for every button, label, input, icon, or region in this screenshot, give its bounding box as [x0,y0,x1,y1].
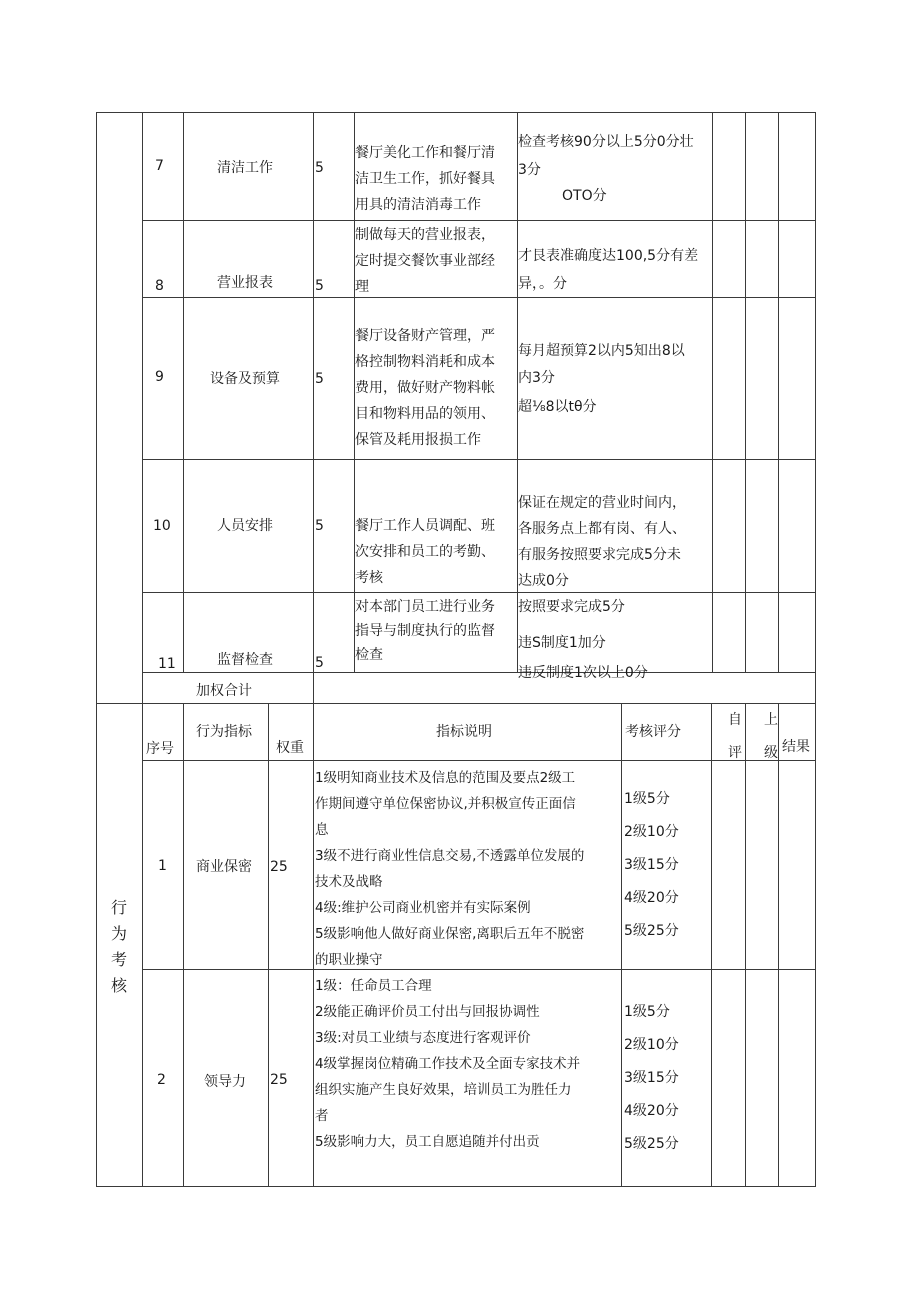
col-divider [183,703,184,1187]
item-name: 领导力 [204,1074,246,1090]
item-description: 餐厅工作人员调配、班 次安排和员工的考勤、 考核 [355,518,495,586]
item-description: 1级明知商业技术及信息的范围及要点2级工 作期间遵守单位保密协议,并积极宣传正面信 息 3级不进行商业性信息交易,不透露单位发展的 技术及战略 4级:维护公司商业机密并有实际案例 5级影响他人做好商业保密,离职后五年不脱密 的职业操守 [315,770,585,968]
item-score: 每月超预算2以内5知出8以 [518,343,685,359]
weighted-total-label: 加权合计 [196,683,252,699]
row-divider [142,459,816,460]
item-score: 异，。分 [518,276,567,292]
table-border-left [96,112,97,1187]
header-self: 自 [728,712,742,728]
row-11-clip [143,593,712,681]
header-no: 序号 [146,741,174,757]
col-divider [712,112,713,673]
row-number: 2 [157,1072,166,1088]
item-weight: 25 [270,859,288,875]
header-superior: 上 [764,712,778,728]
col-divider [778,703,779,1187]
item-score: OTO分 [562,188,607,204]
header-result: 结果 [782,739,810,755]
col-divider [711,703,712,1187]
item-score-block: 1级5分 2级10分 3级15分 4级20分 5级25分 [624,1004,679,1152]
col-divider [268,703,269,1187]
item-name: 设备及预算 [210,371,280,387]
item-description: 对本部门员工进行业务 指导与制度执行的监督 检查 [355,599,495,663]
col-divider [621,703,622,1187]
row-number: 8 [155,278,164,294]
header-weight: 权重 [276,740,304,756]
item-score: 违反制度1次以上0分 [518,665,648,681]
section-divider [96,703,816,704]
item-description: 餐厅美化工作和餐厅清 洁卫生工作，抓好餐具 用具的清洁消毒工作 [355,145,495,213]
col-divider [778,112,779,673]
section-label: 行 为 考 核 [110,898,127,995]
item-name: 监督检查 [217,652,273,668]
item-name: 清洁工作 [217,160,273,176]
item-score: 违S制度1加分 [518,635,606,651]
row-number: 10 [153,518,171,534]
header-self: 评 [728,745,742,761]
item-score: 3分 [518,162,541,178]
row-number: 11 [158,656,176,672]
col-divider [745,703,746,1187]
item-name: 人员安排 [217,518,273,534]
item-description: 餐厅设备财产管理，严 格控制物料消耗和成本 费用，做好财产物料帐 目和物料用品的领用、 保管及耗用报损工作 [355,328,495,448]
item-weight: 5 [315,278,324,294]
header-indicator: 行为指标 [196,724,252,740]
col-divider [183,112,184,673]
item-weight: 25 [270,1072,288,1088]
row-number: 9 [155,369,164,385]
item-score: 按照要求完成5分 [518,599,625,615]
row-number: 1 [158,858,167,874]
item-score-block: 保证在规定的营业时间内， 各服务点上都有岗、有人、 有服务按照要求完成5分未 达成0分 [518,495,686,589]
item-weight: 5 [315,655,324,671]
item-score: 超⅛8以tθ分 [518,399,597,415]
header-description: 指标说明 [436,724,492,740]
item-score-block: 1级5分 2级10分 3级15分 4级20分 5级25分 [624,791,679,939]
item-score: 内3分 [518,370,555,386]
table-border-right [815,112,816,1187]
item-weight: 5 [315,518,324,534]
table-border-bottom [96,1186,816,1187]
col-divider [745,112,746,673]
row-divider [142,220,816,221]
header-divider [142,760,816,761]
item-score: 才艮表准确度达100,5分有差 [518,248,699,264]
item-name: 商业保密 [196,859,252,875]
item-name: 营业报表 [217,275,273,291]
item-description: 制做每天的营业报表， 定时提交餐饮事业部经 理 [355,227,495,295]
header-superior: 级 [764,745,778,761]
row-number: 7 [155,158,164,174]
item-weight: 5 [315,371,324,387]
table-border-top [96,112,816,113]
item-score: 检查考核90分以上5分0分壮 [518,134,694,150]
header-score: 考核评分 [625,724,681,740]
item-weight: 5 [315,160,324,176]
item-description: 1级：任命员工合理 2级能正确评价员工付出与回报协调性 3级:对员工业绩与态度进行客观评价 4级掌握岗位精确工作技术及全面专家技术并 组织实施产生良好效果，培训员工为胜任力 者 5级影响力大，员工自愿追随并付出贡 [315,978,581,1150]
